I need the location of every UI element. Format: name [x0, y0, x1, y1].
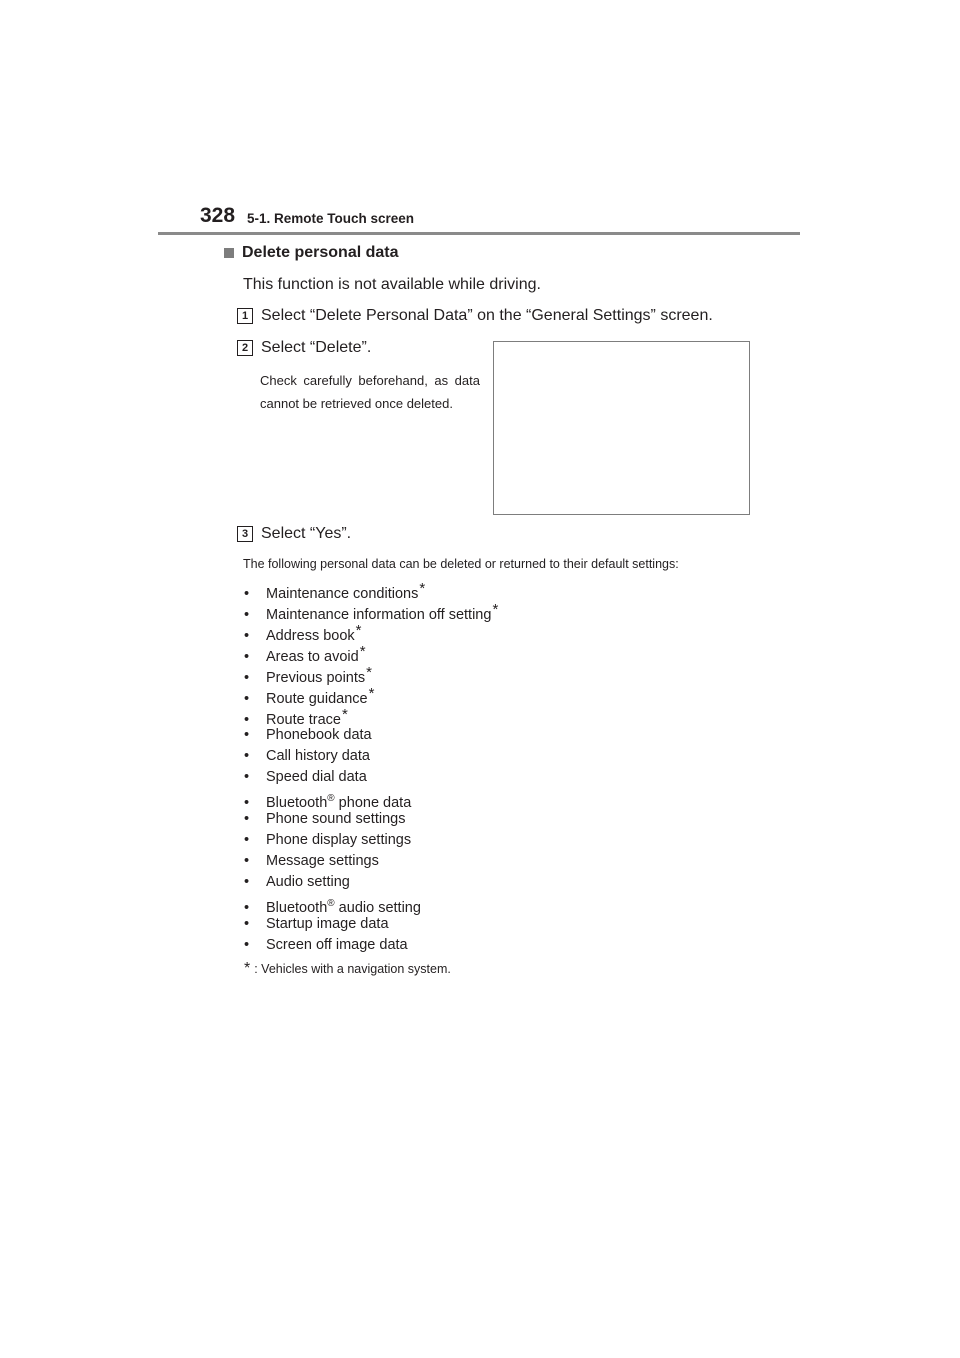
- list-item: [243, 767, 498, 788]
- list-item: [243, 725, 498, 746]
- step-number-3: 3: [237, 526, 253, 542]
- footnote-text: : Vehicles with a navigation system.: [254, 962, 451, 976]
- bullet-icon: •: [244, 900, 250, 916]
- bullet-icon: •: [244, 811, 250, 827]
- list-item: [243, 830, 498, 851]
- list-item: [243, 914, 498, 935]
- list-item: [243, 599, 499, 623]
- bullet-icon: •: [244, 874, 250, 890]
- list-item: [243, 662, 498, 686]
- bullet-icon: •: [244, 712, 250, 728]
- registered-mark: ®: [327, 793, 335, 804]
- bullet-icon: •: [244, 748, 250, 764]
- list-item: [243, 683, 498, 707]
- bullet-icon: •: [244, 832, 250, 848]
- list-item-text: Speed dial data: [266, 769, 367, 785]
- registered-mark: ®: [327, 898, 335, 909]
- list-item: [243, 578, 498, 602]
- list-item: [243, 809, 498, 830]
- list-item-text: Phonebook data: [266, 727, 372, 743]
- footnote-star: *: [366, 664, 372, 681]
- list-item: [243, 851, 498, 872]
- list-item-text-rest: audio setting: [334, 900, 421, 916]
- list-item: [243, 641, 498, 665]
- section-title: 5-1. Remote Touch screen: [247, 211, 415, 226]
- step-text-1: Select “Delete Personal Data” on the “General Settings” screen.: [261, 307, 713, 324]
- personal-data-list: [243, 578, 498, 956]
- list-item: [243, 935, 498, 956]
- bullet-icon: •: [244, 649, 250, 665]
- bullet-icon: •: [244, 691, 250, 707]
- step-3: [237, 525, 351, 543]
- bullet-icon: •: [244, 586, 250, 602]
- list-item-text: Call history data: [266, 748, 370, 764]
- bullet-icon: •: [244, 727, 250, 743]
- footnote: [243, 960, 451, 978]
- heading-text: Delete personal data: [242, 244, 399, 261]
- square-bullet-icon: [224, 248, 234, 258]
- bullet-icon: •: [244, 795, 250, 811]
- bullet-icon: •: [244, 628, 250, 644]
- step-text-3: Select “Yes”.: [261, 525, 352, 542]
- intro-text: This function is not available while driving.: [243, 276, 541, 293]
- footnote-star: *: [368, 685, 375, 702]
- list-item-text: Address book: [266, 628, 355, 644]
- list-item-text: Startup image data: [266, 916, 389, 932]
- section-heading: [224, 244, 399, 262]
- footnote-star: *: [419, 580, 426, 597]
- list-item-text: Route guidance: [266, 691, 368, 707]
- step-note: Check carefully beforehand, as data cannot be retrieved once deleted.: [260, 373, 480, 411]
- bullet-icon: •: [244, 769, 250, 785]
- page-header: [200, 204, 800, 234]
- footnote-star: *: [341, 706, 348, 723]
- list-item-text: Message settings: [266, 853, 379, 869]
- step-1: [237, 307, 713, 325]
- step-2: [237, 339, 371, 357]
- page-number: 328: [200, 204, 236, 227]
- list-item-text: Previous points: [266, 670, 366, 686]
- list-item: [243, 893, 498, 914]
- list-item-text: Areas to avoid: [266, 649, 359, 665]
- step-number-2: 2: [237, 340, 253, 356]
- step-text-2: Select “Delete”.: [261, 339, 372, 356]
- info-text: The following personal data can be deleted or returned to their default settings:: [243, 557, 679, 571]
- screen-illustration: [493, 341, 750, 515]
- list-item-text-rest: phone data: [334, 795, 412, 811]
- bullet-icon: •: [244, 916, 250, 932]
- list-item-text: Bluetooth: [266, 900, 328, 916]
- bullet-icon: •: [244, 937, 250, 953]
- header-divider: [158, 232, 800, 235]
- list-item-text: Maintenance information off setting: [266, 607, 492, 623]
- footnote-star: *: [492, 601, 499, 618]
- bullet-icon: •: [244, 607, 250, 623]
- list-item: [243, 746, 498, 767]
- list-item-text: Phone sound settings: [266, 811, 406, 827]
- list-item: [243, 620, 498, 644]
- bullet-icon: •: [244, 853, 250, 869]
- list-item-text: Audio setting: [266, 874, 350, 890]
- footnote-star: *: [244, 960, 251, 977]
- list-item-text: Route trace: [266, 712, 341, 728]
- bullet-icon: •: [244, 670, 250, 686]
- list-item-text: Bluetooth: [266, 795, 328, 811]
- list-item-text: Screen off image data: [266, 937, 408, 953]
- footnote-star: *: [359, 643, 366, 660]
- step-number-1: 1: [237, 308, 253, 324]
- footnote-star: *: [355, 622, 362, 639]
- list-item: [243, 704, 498, 728]
- list-item-text: Maintenance conditions: [266, 586, 419, 602]
- list-item: [243, 872, 498, 893]
- list-item-text: Phone display settings: [266, 832, 412, 848]
- list-item: [243, 788, 498, 809]
